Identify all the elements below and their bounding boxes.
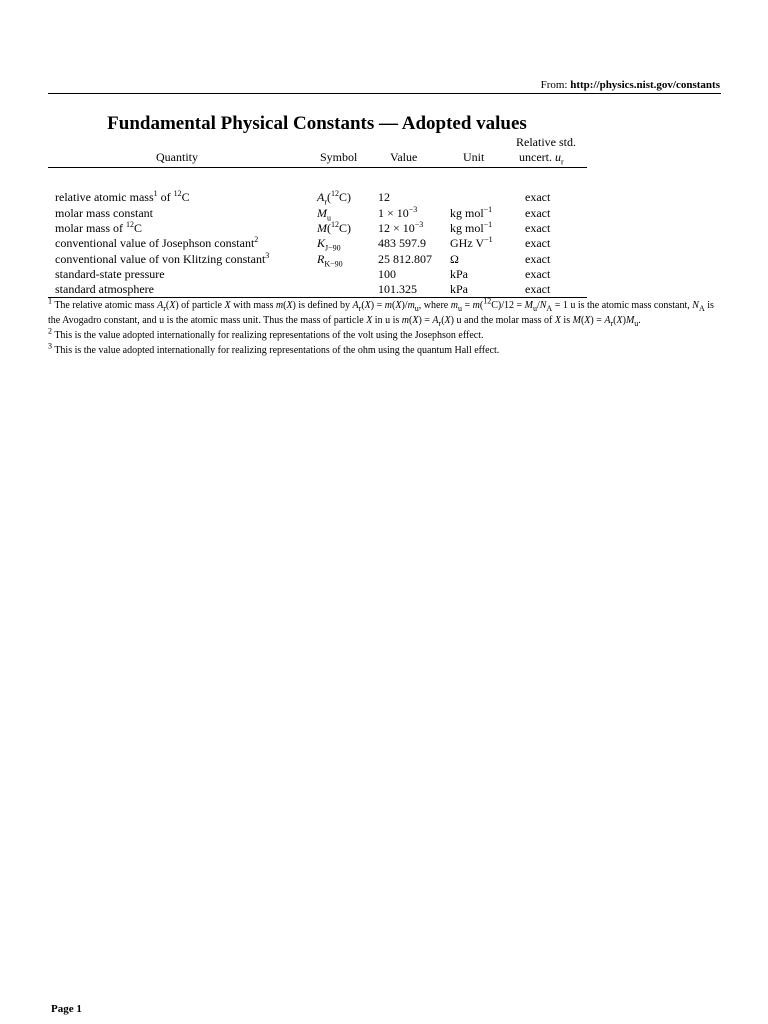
table-row [0,267,768,282]
from-label: From: [540,79,568,91]
table-row [0,190,768,205]
col-uncert-sub: r [560,157,564,167]
page-title: Fundamental Physical Constants — Adopted values [107,113,527,134]
footnote-1: $^1$ The relative atomic mass $A_r(X)$ of particle X with mass m(X) is defined by $A_r(X) = m(X)/m_u$, where $m_u = m(^{12}C)/12 = M_u/N_A = 1$ u is the atomic mass constant, $N_A$ is the Avogadro constant, and u is the atomic mass unit. Thus the mass of particle X in u is $m(X) = A_r(X)$ u and the molar mass of X is $M(X) = A_r(X)M_u$. [48,296,714,328]
table-row [0,221,768,236]
footnote-3: $^3$ This is the value adopted internationally for realizing representations of the ohm using the quantum Hall effect. [48,341,500,356]
row-symbol: $R_{K-90}$ [317,252,343,269]
col-uncert-symbol: u [554,150,561,164]
row-symbol: $K_{J-90}$ [317,236,341,253]
row-unit: kg mol$^{-1}$ [450,220,493,235]
row-value: 100 [378,267,396,281]
row-symbol: M($^{12}$C) [317,220,351,235]
row-uncert: exact [525,267,551,281]
row-uncert: exact [525,206,551,220]
row-value: 25 812.807 [378,252,432,266]
col-uncert-line1: Relative std. [516,135,576,149]
row-quantity: standard atmosphere [55,282,154,296]
row-unit: kPa [450,282,468,296]
row-symbol: $A_r(^{12}C)$ [317,189,352,207]
page-number: Page 1 [51,1003,82,1015]
table-row [0,236,768,251]
row-value: $12 \times 10^{-3}$ [378,220,424,235]
row-value: 101.325 [378,282,417,296]
row-unit: Ω [450,252,459,266]
row-uncert: exact [525,282,551,296]
table-row [0,206,768,221]
row-quantity: conventional value of Josephson constant$^2$ [55,235,259,250]
footnotes [48,298,723,358]
table-row [0,252,768,267]
footnote-2: $^2$ This is the value adopted internationally for realizing representations of the volt using the Josephson effect. [48,326,484,341]
col-unit: Unit [463,150,485,164]
col-uncert-line2 [519,150,564,165]
row-quantity: molar mass of $^{12}$C [55,220,143,235]
col-symbol: Symbol [320,150,358,164]
row-uncert: exact [525,221,551,235]
header-rule [48,93,721,94]
row-quantity: molar mass constant [55,206,153,220]
col-quantity: Quantity [156,150,198,164]
source-header [541,79,720,91]
row-quantity: relative atomic mass$^1$ of $^{12}$C [55,189,190,204]
row-unit: GHz $V^{-1}$ [450,235,493,250]
row-uncert: exact [525,252,551,266]
col-value: Value [390,150,418,164]
row-symbol: $M_u$ [317,206,331,223]
table-top-rule [48,167,587,168]
row-quantity: standard-state pressure [55,267,165,281]
table-row [0,282,768,297]
row-value: 483 597.9 [378,236,426,250]
source-url[interactable]: http://physics.nist.gov/constants [570,79,720,91]
row-uncert: exact [525,236,551,250]
col-uncert-word: uncert. [519,150,552,164]
row-unit: kg mol$^{-1}$ [450,205,493,220]
row-value: 12 [378,190,390,204]
row-value: $1 \times 10^{-3}$ [378,205,418,220]
row-quantity: conventional value of von Klitzing constant$^3$ [55,251,270,266]
row-uncert: exact [525,190,551,204]
row-unit: kPa [450,267,468,281]
